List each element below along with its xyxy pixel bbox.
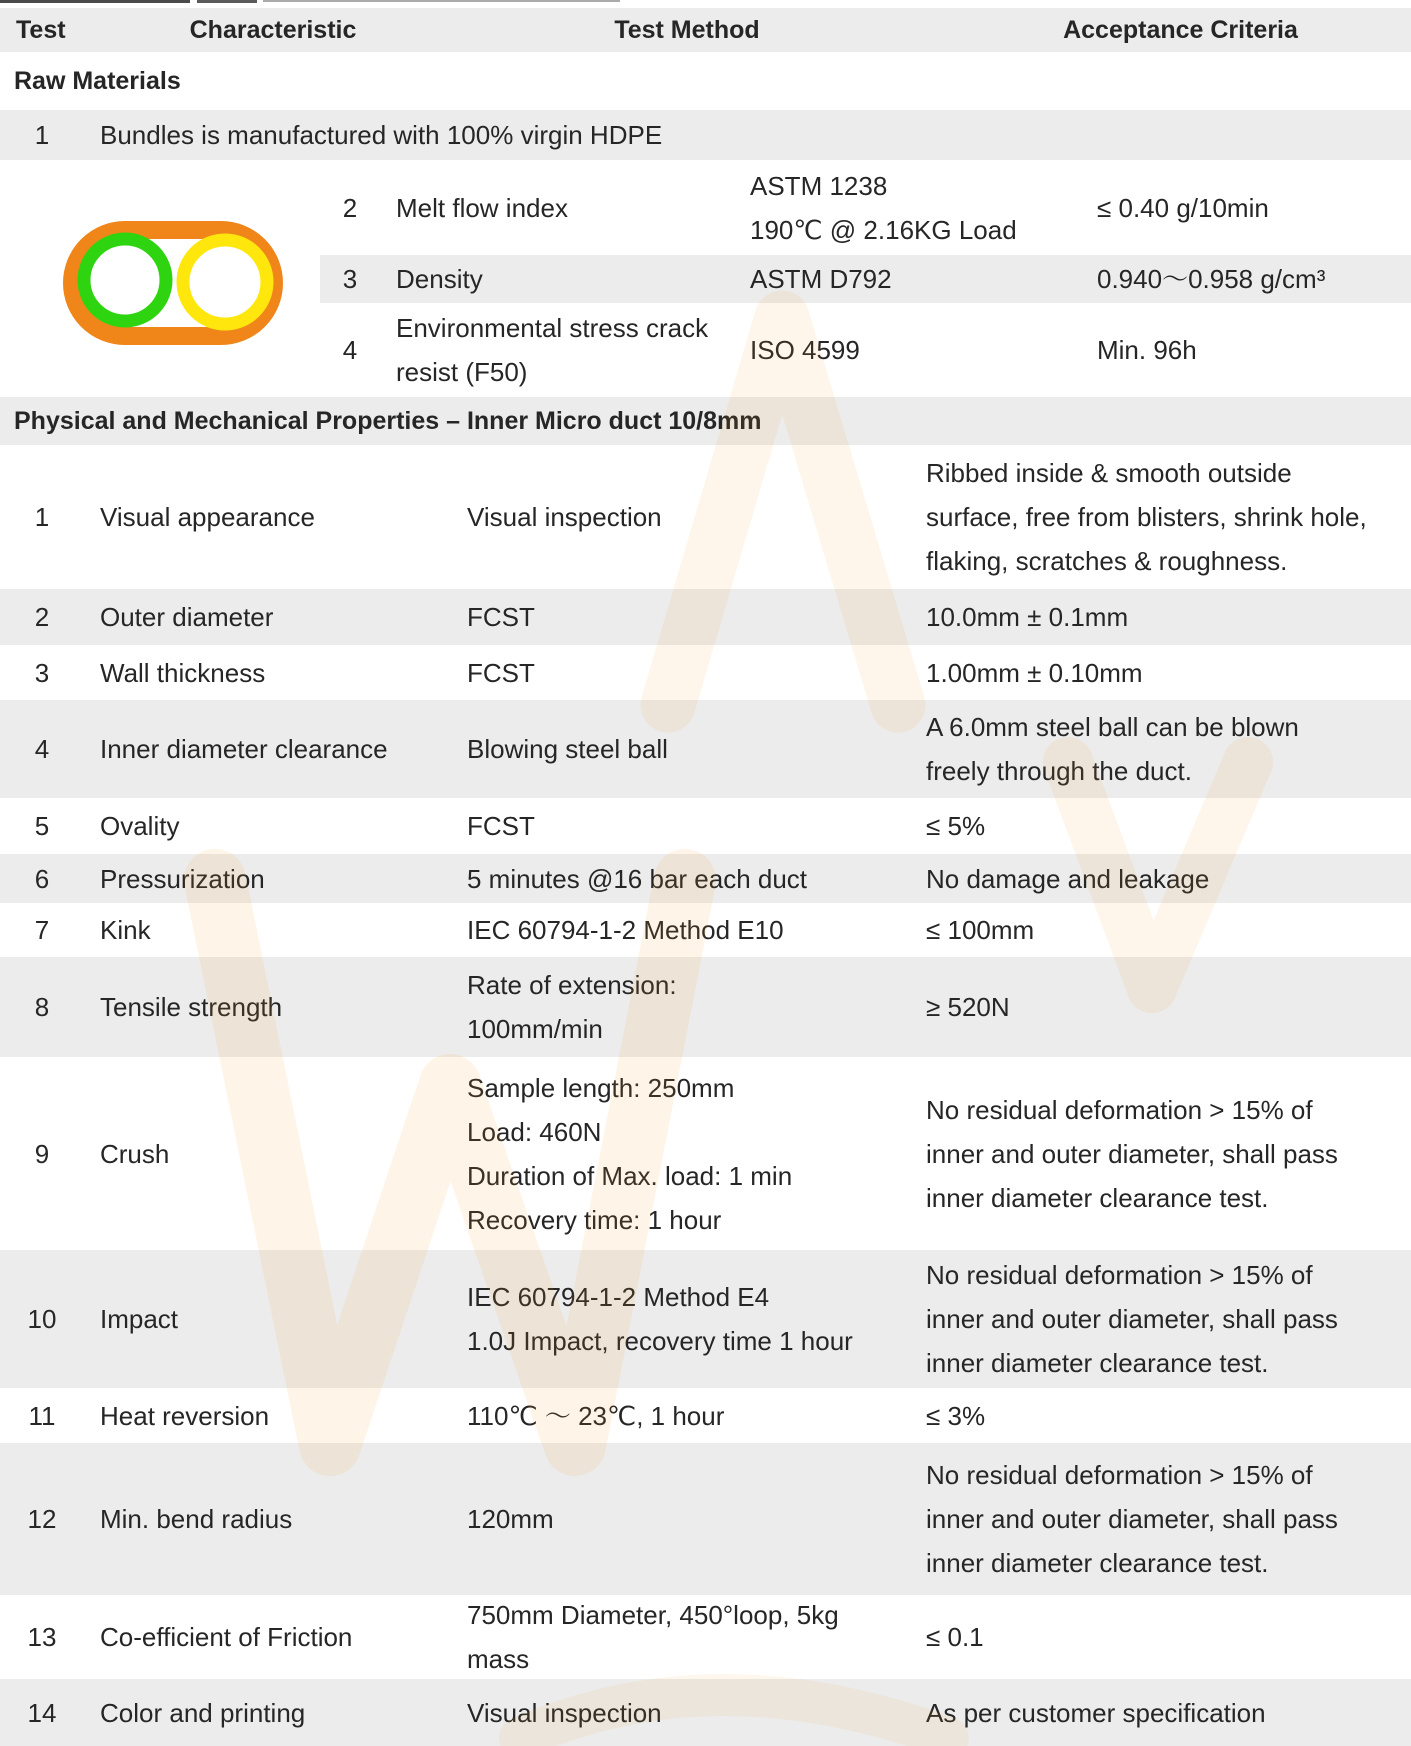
- method-cell: Blowing steel ball: [467, 734, 668, 764]
- characteristic-cell: Impact: [100, 1304, 179, 1334]
- acceptance-cell: ≤ 0.40 g/10min: [1097, 192, 1269, 223]
- physical-row-12: [0, 1443, 1411, 1595]
- characteristic-cell: Pressurization: [100, 863, 265, 894]
- row-num: 4: [34, 734, 50, 764]
- method-cell: 120mm: [467, 1504, 554, 1534]
- row-num: 14: [27, 1697, 57, 1728]
- method-line: Sample length: 250mm: [467, 1072, 735, 1103]
- row-num: 8: [34, 992, 50, 1022]
- method-cell: [467, 957, 917, 1057]
- cropped-text-fragment: [197, 0, 257, 3]
- acceptance-line: flaking, scratches & roughness.: [926, 546, 1288, 576]
- physical-row-13: [0, 1595, 1411, 1679]
- method-cell: 5 minutes @16 bar each duct: [467, 863, 808, 894]
- characteristic-cell: Co-efficient of Friction: [100, 1622, 353, 1652]
- characteristic-cell: Bundles is manufactured with 100% virgin HDPE: [100, 120, 663, 150]
- physical-row-8: [0, 957, 1411, 1057]
- column-header-test-method: Test Method: [614, 16, 760, 44]
- header-row: [0, 8, 1411, 52]
- characteristic-line: resist (F50): [396, 357, 528, 387]
- method-line: 750mm Diameter, 450°loop, 5kg: [467, 1600, 839, 1630]
- duct-green-ring: [84, 239, 166, 321]
- method-line: Rate of extension:: [467, 970, 677, 1000]
- method-cell: [467, 1250, 917, 1388]
- cropped-text-fragment: [0, 0, 190, 3]
- characteristic-cell: Color and printing: [100, 1697, 306, 1728]
- raw-row-1: [0, 110, 1411, 160]
- acceptance-line: No residual deformation > 15% of: [926, 1260, 1313, 1290]
- acceptance-cell: ≤ 5%: [926, 811, 986, 841]
- characteristic-cell: Kink: [100, 915, 151, 945]
- cropped-text-fragment: [263, 0, 620, 2]
- section-physical-properties: [0, 397, 1411, 445]
- method-line: IEC 60794-1-2 Method E4: [467, 1282, 770, 1312]
- row-num: 1: [34, 502, 50, 532]
- physical-row-7: [0, 903, 1411, 957]
- row-num: 11: [28, 1400, 56, 1431]
- column-header-test: Test: [16, 16, 66, 44]
- row-num: 5: [34, 811, 50, 841]
- row-num: 12: [27, 1504, 57, 1534]
- physical-row-9: [0, 1057, 1411, 1250]
- acceptance-line: freely through the duct.: [926, 756, 1192, 786]
- acceptance-cell: ≤ 100mm: [926, 915, 1035, 945]
- method-cell: ISO 4599: [750, 335, 860, 365]
- section-title: Physical and Mechanical Properties – Inner Micro duct 10/8mm: [14, 407, 762, 435]
- acceptance-cell: [926, 1250, 1406, 1388]
- characteristic-cell: [396, 303, 741, 397]
- characteristic-cell: Heat reversion: [100, 1400, 270, 1431]
- physical-row-2: [0, 589, 1411, 645]
- physical-row-11: [0, 1388, 1411, 1443]
- physical-row-6: [0, 854, 1411, 903]
- acceptance-line: inner and outer diameter, shall pass: [926, 1504, 1338, 1534]
- section-title: Raw Materials: [14, 67, 181, 95]
- method-line: Duration of Max. load: 1 min: [467, 1160, 793, 1191]
- row-num: 2: [342, 192, 358, 223]
- acceptance-line: inner and outer diameter, shall pass: [926, 1138, 1338, 1169]
- method-line: Recovery time: 1 hour: [467, 1204, 722, 1235]
- acceptance-cell: ≥ 520N: [926, 992, 1010, 1022]
- acceptance-line: No residual deformation > 15% of: [926, 1460, 1313, 1490]
- acceptance-line: surface, free from blisters, shrink hole,: [926, 502, 1367, 532]
- column-header-characteristic: Characteristic: [189, 16, 357, 44]
- physical-row-5: [0, 798, 1411, 854]
- physical-row-14: [0, 1679, 1411, 1746]
- row-num: 3: [342, 264, 358, 294]
- characteristic-cell: Wall thickness: [100, 657, 266, 688]
- acceptance-line: No residual deformation > 15% of: [926, 1094, 1313, 1125]
- acceptance-cell: [926, 1443, 1406, 1595]
- method-cell: ASTM D792: [750, 264, 892, 294]
- method-cell: Visual inspection: [467, 502, 662, 532]
- characteristic-cell: Outer diameter: [100, 602, 274, 632]
- characteristic-cell: Ovality: [100, 811, 180, 841]
- method-line: 190℃ @ 2.16KG Load: [750, 214, 1017, 245]
- method-line: 100mm/min: [467, 1014, 603, 1044]
- physical-row-3: [0, 645, 1411, 700]
- acceptance-cell: As per customer specification: [926, 1697, 1266, 1728]
- method-cell: [750, 160, 1090, 255]
- section-raw-materials: [0, 52, 1411, 110]
- method-cell: [467, 1595, 917, 1679]
- physical-row-10: [0, 1250, 1411, 1388]
- method-cell: [467, 1057, 917, 1250]
- method-cell: FCST: [467, 811, 535, 841]
- acceptance-cell: [926, 445, 1406, 589]
- acceptance-line: A 6.0mm steel ball can be blown: [926, 712, 1299, 742]
- duct-yellow-ring: [183, 240, 267, 324]
- acceptance-cell: ≤ 3%: [926, 1400, 986, 1431]
- characteristic-line: Environmental stress crack: [396, 313, 709, 343]
- row-num: 6: [34, 863, 50, 894]
- row-num: 1: [34, 120, 50, 150]
- acceptance-cell: [926, 700, 1406, 798]
- row-num: 10: [27, 1304, 57, 1334]
- method-cell: FCST: [467, 657, 535, 688]
- characteristic-cell: Min. bend radius: [100, 1504, 293, 1534]
- row-num: 3: [34, 657, 50, 688]
- method-cell: FCST: [467, 602, 535, 632]
- row-num: 7: [34, 915, 50, 945]
- column-header-acceptance-criteria: Acceptance Criteria: [1063, 16, 1298, 44]
- row-num: 2: [34, 602, 50, 632]
- method-cell: IEC 60794-1-2 Method E10: [467, 915, 784, 945]
- physical-row-4: [0, 700, 1411, 798]
- acceptance-cell: ≤ 0.1: [926, 1622, 984, 1652]
- physical-row-1: [0, 445, 1411, 589]
- row-num: 9: [34, 1138, 50, 1169]
- characteristic-cell: Crush: [100, 1138, 170, 1169]
- acceptance-line: inner diameter clearance test.: [926, 1548, 1269, 1578]
- method-line: 1.0J Impact, recovery time 1 hour: [467, 1326, 853, 1356]
- characteristic-cell: Visual appearance: [100, 502, 315, 532]
- acceptance-cell: 0.940～0.958 g/cm³: [1097, 264, 1326, 294]
- acceptance-line: inner diameter clearance test.: [926, 1182, 1269, 1213]
- characteristic-cell: Inner diameter clearance: [100, 734, 388, 764]
- duct-cross-section-icon: [63, 221, 283, 345]
- acceptance-line: inner and outer diameter, shall pass: [926, 1304, 1338, 1334]
- row-num: 4: [342, 335, 358, 365]
- acceptance-cell: [926, 1057, 1406, 1250]
- acceptance-cell: No damage and leakage: [926, 863, 1210, 894]
- characteristic-cell: Tensile strength: [100, 992, 283, 1022]
- acceptance-line: inner diameter clearance test.: [926, 1348, 1269, 1378]
- method-cell: Visual inspection: [467, 1697, 662, 1728]
- method-line: mass: [467, 1644, 530, 1674]
- method-cell: 110℃ ～ 23℃, 1 hour: [467, 1400, 725, 1431]
- acceptance-cell: 1.00mm ± 0.10mm: [926, 657, 1143, 688]
- acceptance-cell: 10.0mm ± 0.1mm: [926, 602, 1129, 632]
- acceptance-cell: Min. 96h: [1097, 335, 1197, 365]
- acceptance-line: Ribbed inside & smooth outside: [926, 458, 1292, 488]
- characteristic-cell: Melt flow index: [396, 192, 568, 223]
- method-line: ASTM 1238: [750, 170, 888, 201]
- row-num: 13: [27, 1622, 57, 1652]
- characteristic-cell: Density: [396, 264, 483, 294]
- method-line: Load: 460N: [467, 1116, 602, 1147]
